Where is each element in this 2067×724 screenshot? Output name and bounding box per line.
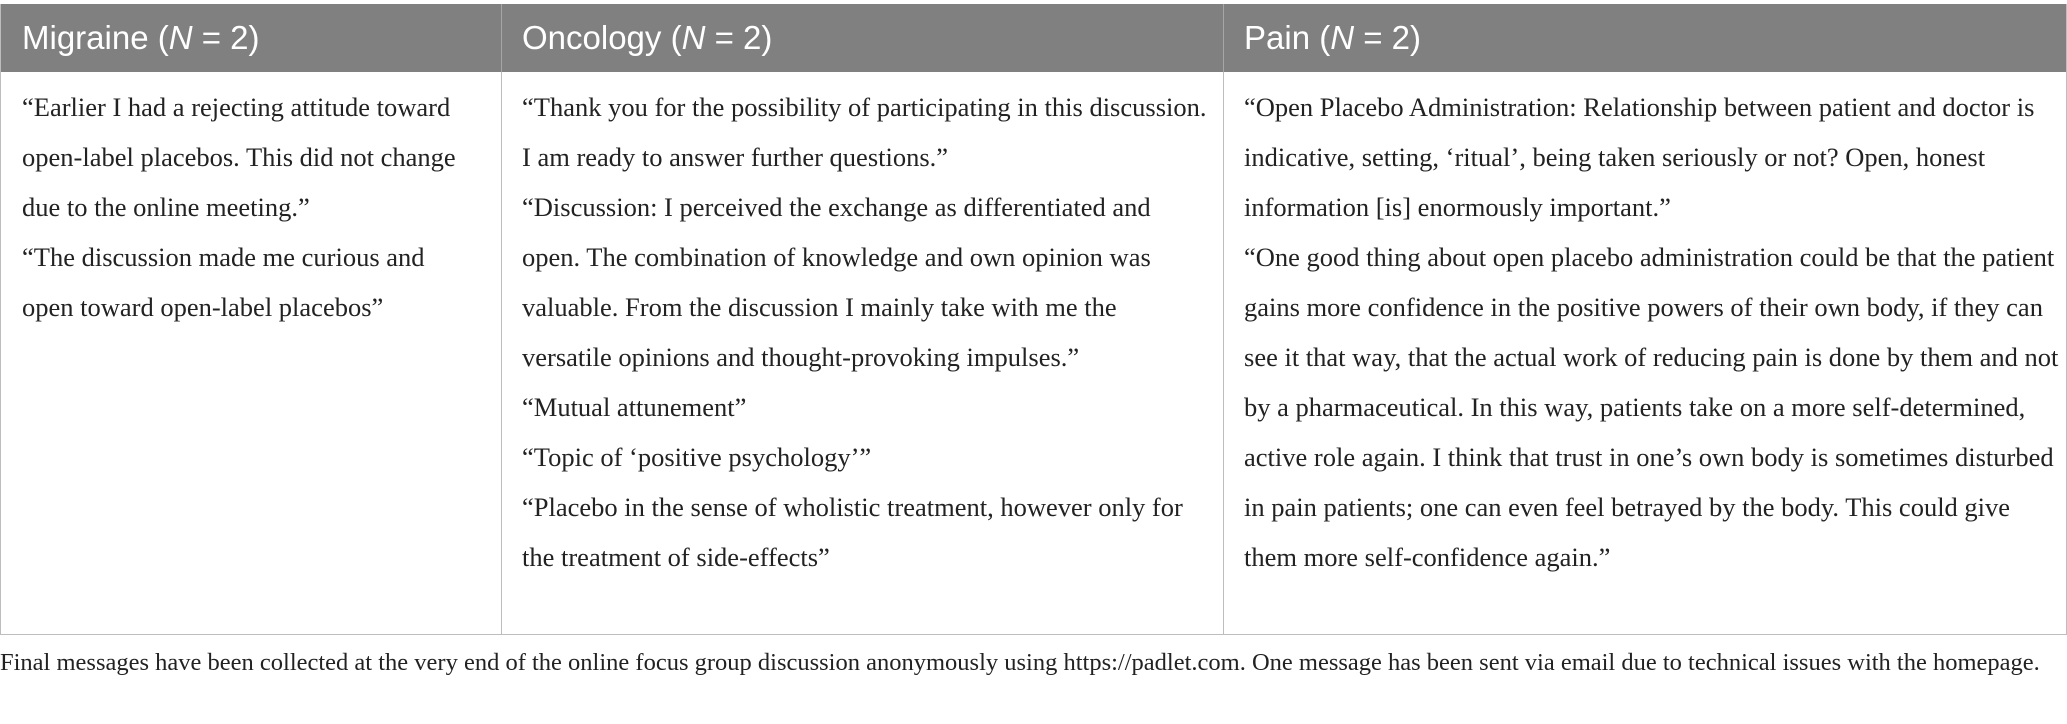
header-divider: [501, 4, 502, 72]
cell-pain: [1223, 72, 2063, 582]
quote: “Topic of ‘positive psychology’”: [522, 442, 872, 472]
quote: “Discussion: I perceived the exchange as differentiated and open. The combination of knowledge and own opinion was valuable. From the discussion I mainly take with me the versatile opinions and thought-provoking impulses.”: [522, 192, 1151, 372]
column-header-n: N: [1330, 19, 1355, 56]
column-header-count: = 2): [1354, 19, 1422, 56]
column-header-migraine: Migraine (N = 2): [22, 19, 260, 56]
cell-migraine: [1, 72, 479, 332]
column-header-oncology: Oncology (N = 2): [522, 19, 773, 56]
column-header-pain: Pain (N = 2): [1244, 19, 1422, 56]
column-header-label: Pain: [1244, 19, 1311, 56]
column-header-n: N: [168, 19, 193, 56]
header-divider: [1223, 4, 1224, 72]
column-header-count: = 2): [705, 19, 773, 56]
table-header-row: [1, 4, 2066, 72]
cell-oncology: [501, 72, 1209, 582]
quote: “Placebo in the sense of wholistic treatment, however only for the treatment of side-effects”: [522, 492, 1183, 572]
quote: “Open Placebo Administration: Relationship between patient and doctor is indicative, setting, ‘ritual’, being taken seriously or not? Open, honest information [is] enormously important.”: [1244, 92, 2035, 222]
column-header-count: = 2): [192, 19, 260, 56]
table-footnote: Final messages have been collected at the very end of the online focus group discussion anonymously using https://padlet.com. One message has been sent via email due to technical issues with the homepage.: [0, 649, 2040, 676]
column-header-n: N: [681, 19, 706, 56]
quotes-table: [0, 4, 2067, 635]
column-header-label: Oncology: [522, 19, 662, 56]
quote: “Mutual attunement”: [522, 392, 747, 422]
column-header-label: Migraine: [22, 19, 149, 56]
quote: “Thank you for the possibility of participating in this discussion. I am ready to answer further questions.”: [522, 92, 1207, 172]
quote: “Earlier I had a rejecting attitude toward open-label placebos. This did not change due to the online meeting.”: [22, 92, 456, 222]
quote: “One good thing about open placebo administration could be that the patient gains more confidence in the positive powers of their own body, if they can see it that way, that the actual work of reducing pain is done by them and not by a pharmaceutical. In this way, patients take on a more self-determined, active role again. I think that trust in one’s own body is sometimes disturbed in pain patients; one can even feel betrayed by the body. This could give them more self-confidence again.”: [1244, 242, 2059, 572]
quote: “The discussion made me curious and open toward open-label placebos”: [22, 242, 425, 322]
